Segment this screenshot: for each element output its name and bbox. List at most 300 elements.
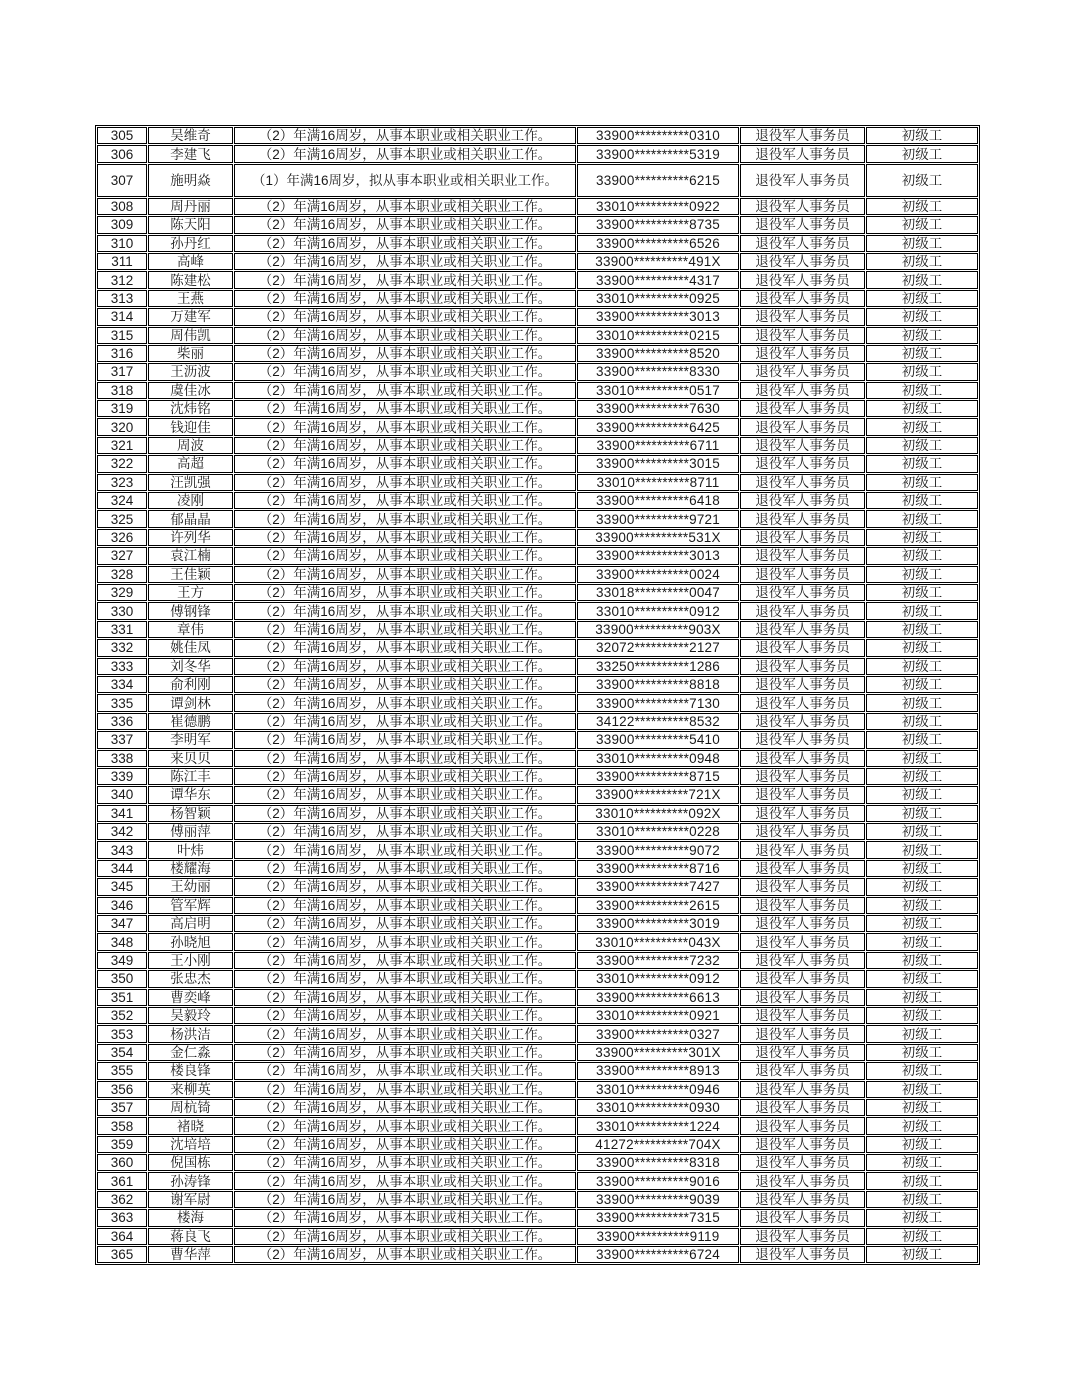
row-number-cell: 332 bbox=[97, 639, 147, 656]
row-number-cell: 326 bbox=[97, 529, 147, 546]
table-row bbox=[97, 602, 978, 619]
condition-cell: （2）年满16周岁，从事本职业或相关职业工作。 bbox=[234, 492, 576, 509]
condition-cell: （2）年满16周岁，从事本职业或相关职业工作。 bbox=[234, 547, 576, 564]
table-row bbox=[97, 1246, 978, 1263]
name-cell: 王沥波 bbox=[148, 363, 233, 380]
name-cell: 王方 bbox=[148, 584, 233, 601]
row-number-cell: 358 bbox=[97, 1117, 147, 1134]
id-number-cell: 33010**********0946 bbox=[577, 1081, 739, 1098]
row-number-cell: 350 bbox=[97, 970, 147, 987]
id-number-cell: 34122**********8532 bbox=[577, 713, 739, 730]
table-row bbox=[97, 1117, 978, 1134]
condition-cell: （2）年满16周岁，从事本职业或相关职业工作。 bbox=[234, 271, 576, 288]
condition-cell: （2）年满16周岁，从事本职业或相关职业工作。 bbox=[234, 805, 576, 822]
row-number-cell: 307 bbox=[97, 164, 147, 197]
level-cell: 初级工 bbox=[866, 658, 978, 675]
table-row bbox=[97, 1044, 978, 1061]
table-row bbox=[97, 786, 978, 803]
condition-cell: （2）年满16周岁，从事本职业或相关职业工作。 bbox=[234, 363, 576, 380]
id-number-cell: 33900**********7130 bbox=[577, 694, 739, 711]
condition-cell: （2）年满16周岁，从事本职业或相关职业工作。 bbox=[234, 750, 576, 767]
condition-cell: （2）年满16周岁，从事本职业或相关职业工作。 bbox=[234, 1228, 576, 1245]
condition-cell: （2）年满16周岁，从事本职业或相关职业工作。 bbox=[234, 145, 576, 162]
job-title-cell: 退役军人事务员 bbox=[740, 1154, 865, 1171]
id-number-cell: 33900**********6418 bbox=[577, 492, 739, 509]
job-title-cell: 退役军人事务员 bbox=[740, 327, 865, 344]
table-row bbox=[97, 198, 978, 215]
name-cell: 蒋良飞 bbox=[148, 1228, 233, 1245]
name-cell: 高启明 bbox=[148, 915, 233, 932]
condition-cell: （2）年满16周岁，从事本职业或相关职业工作。 bbox=[234, 290, 576, 307]
job-title-cell: 退役军人事务员 bbox=[740, 1228, 865, 1245]
condition-cell: （2）年满16周岁，从事本职业或相关职业工作。 bbox=[234, 786, 576, 803]
condition-cell: （2）年满16周岁，从事本职业或相关职业工作。 bbox=[234, 327, 576, 344]
level-cell: 初级工 bbox=[866, 547, 978, 564]
table-row bbox=[97, 1136, 978, 1153]
level-cell: 初级工 bbox=[866, 621, 978, 638]
name-cell: 柴丽 bbox=[148, 345, 233, 362]
name-cell: 王小刚 bbox=[148, 952, 233, 969]
job-title-cell: 退役军人事务员 bbox=[740, 290, 865, 307]
name-cell: 高峰 bbox=[148, 253, 233, 270]
condition-cell: （2）年满16周岁，从事本职业或相关职业工作。 bbox=[234, 1099, 576, 1116]
name-cell: 姚佳凤 bbox=[148, 639, 233, 656]
name-cell: 陈江丰 bbox=[148, 768, 233, 785]
id-number-cell: 33900**********5410 bbox=[577, 731, 739, 748]
level-cell: 初级工 bbox=[866, 400, 978, 417]
job-title-cell: 退役军人事务员 bbox=[740, 915, 865, 932]
id-number-cell: 33900**********7232 bbox=[577, 952, 739, 969]
row-number-cell: 316 bbox=[97, 345, 147, 362]
table-row bbox=[97, 418, 978, 435]
name-cell: 凌刚 bbox=[148, 492, 233, 509]
job-title-cell: 退役军人事务员 bbox=[740, 253, 865, 270]
job-title-cell: 退役军人事务员 bbox=[740, 474, 865, 491]
level-cell: 初级工 bbox=[866, 474, 978, 491]
name-cell: 袁江楠 bbox=[148, 547, 233, 564]
job-title-cell: 退役军人事务员 bbox=[740, 1025, 865, 1042]
condition-cell: （1）年满16周岁，拟从事本职业或相关职业工作。 bbox=[234, 164, 576, 197]
name-cell: 施明焱 bbox=[148, 164, 233, 197]
level-cell: 初级工 bbox=[866, 750, 978, 767]
row-number-cell: 306 bbox=[97, 145, 147, 162]
level-cell: 初级工 bbox=[866, 1062, 978, 1079]
job-title-cell: 退役军人事务员 bbox=[740, 823, 865, 840]
name-cell: 褚晓 bbox=[148, 1117, 233, 1134]
job-title-cell: 退役军人事务员 bbox=[740, 805, 865, 822]
row-number-cell: 345 bbox=[97, 878, 147, 895]
level-cell: 初级工 bbox=[866, 253, 978, 270]
level-cell: 初级工 bbox=[866, 878, 978, 895]
name-cell: 傅钢锋 bbox=[148, 602, 233, 619]
row-number-cell: 354 bbox=[97, 1044, 147, 1061]
name-cell: 曹华萍 bbox=[148, 1246, 233, 1263]
name-cell: 来贝贝 bbox=[148, 750, 233, 767]
name-cell: 金仁淼 bbox=[148, 1044, 233, 1061]
row-number-cell: 344 bbox=[97, 860, 147, 877]
row-number-cell: 333 bbox=[97, 658, 147, 675]
row-number-cell: 357 bbox=[97, 1099, 147, 1116]
job-title-cell: 退役军人事务员 bbox=[740, 952, 865, 969]
job-title-cell: 退役军人事务员 bbox=[740, 437, 865, 454]
job-title-cell: 退役军人事务员 bbox=[740, 198, 865, 215]
condition-cell: （2）年满16周岁，从事本职业或相关职业工作。 bbox=[234, 915, 576, 932]
row-number-cell: 338 bbox=[97, 750, 147, 767]
row-number-cell: 321 bbox=[97, 437, 147, 454]
name-cell: 杨洪洁 bbox=[148, 1025, 233, 1042]
row-number-cell: 324 bbox=[97, 492, 147, 509]
name-cell: 孙丹红 bbox=[148, 235, 233, 252]
id-number-cell: 33900**********9039 bbox=[577, 1191, 739, 1208]
table-row bbox=[97, 437, 978, 454]
table-row bbox=[97, 1154, 978, 1171]
condition-cell: （2）年满16周岁，从事本职业或相关职业工作。 bbox=[234, 474, 576, 491]
condition-cell: （2）年满16周岁，从事本职业或相关职业工作。 bbox=[234, 676, 576, 693]
level-cell: 初级工 bbox=[866, 639, 978, 656]
table-row bbox=[97, 216, 978, 233]
job-title-cell: 退役军人事务员 bbox=[740, 1044, 865, 1061]
job-title-cell: 退役军人事务员 bbox=[740, 639, 865, 656]
table-row bbox=[97, 639, 978, 656]
job-title-cell: 退役军人事务员 bbox=[740, 713, 865, 730]
condition-cell: （2）年满16周岁，从事本职业或相关职业工作。 bbox=[234, 418, 576, 435]
job-title-cell: 退役军人事务员 bbox=[740, 1209, 865, 1226]
job-title-cell: 退役军人事务员 bbox=[740, 841, 865, 858]
id-number-cell: 33250**********1286 bbox=[577, 658, 739, 675]
name-cell: 汪凯强 bbox=[148, 474, 233, 491]
level-cell: 初级工 bbox=[866, 145, 978, 162]
table-row bbox=[97, 400, 978, 417]
table-row bbox=[97, 1062, 978, 1079]
id-number-cell: 33900**********3019 bbox=[577, 915, 739, 932]
name-cell: 沈炜铭 bbox=[148, 400, 233, 417]
id-number-cell: 33900**********7630 bbox=[577, 400, 739, 417]
condition-cell: （2）年满16周岁，从事本职业或相关职业工作。 bbox=[234, 713, 576, 730]
id-number-cell: 33900**********6215 bbox=[577, 164, 739, 197]
name-cell: 楼海 bbox=[148, 1209, 233, 1226]
row-number-cell: 337 bbox=[97, 731, 147, 748]
id-number-cell: 33900**********3013 bbox=[577, 308, 739, 325]
id-number-cell: 33900**********4317 bbox=[577, 271, 739, 288]
condition-cell: （2）年满16周岁，从事本职业或相关职业工作。 bbox=[234, 1136, 576, 1153]
id-number-cell: 33010**********043X bbox=[577, 933, 739, 950]
id-number-cell: 33900**********6724 bbox=[577, 1246, 739, 1263]
row-number-cell: 348 bbox=[97, 933, 147, 950]
table-row bbox=[97, 363, 978, 380]
table-row bbox=[97, 382, 978, 399]
row-number-cell: 339 bbox=[97, 768, 147, 785]
id-number-cell: 33900**********9016 bbox=[577, 1172, 739, 1189]
level-cell: 初级工 bbox=[866, 1172, 978, 1189]
level-cell: 初级工 bbox=[866, 1191, 978, 1208]
name-cell: 章伟 bbox=[148, 621, 233, 638]
row-number-cell: 308 bbox=[97, 198, 147, 215]
name-cell: 周波 bbox=[148, 437, 233, 454]
condition-cell: （2）年满16周岁，从事本职业或相关职业工作。 bbox=[234, 694, 576, 711]
id-number-cell: 33900**********8520 bbox=[577, 345, 739, 362]
name-cell: 叶炜 bbox=[148, 841, 233, 858]
row-number-cell: 312 bbox=[97, 271, 147, 288]
id-number-cell: 33900**********8715 bbox=[577, 768, 739, 785]
job-title-cell: 退役军人事务员 bbox=[740, 127, 865, 144]
table-row bbox=[97, 253, 978, 270]
table-row bbox=[97, 474, 978, 491]
name-cell: 李明军 bbox=[148, 731, 233, 748]
level-cell: 初级工 bbox=[866, 713, 978, 730]
condition-cell: （2）年满16周岁，从事本职业或相关职业工作。 bbox=[234, 216, 576, 233]
table-row bbox=[97, 455, 978, 472]
name-cell: 孙涛锋 bbox=[148, 1172, 233, 1189]
row-number-cell: 325 bbox=[97, 510, 147, 527]
level-cell: 初级工 bbox=[866, 198, 978, 215]
level-cell: 初级工 bbox=[866, 345, 978, 362]
table-row bbox=[97, 621, 978, 638]
table-row bbox=[97, 584, 978, 601]
name-cell: 许列华 bbox=[148, 529, 233, 546]
id-number-cell: 33900**********491X bbox=[577, 253, 739, 270]
table-row bbox=[97, 897, 978, 914]
row-number-cell: 335 bbox=[97, 694, 147, 711]
table-row bbox=[97, 989, 978, 1006]
id-number-cell: 33010**********0922 bbox=[577, 198, 739, 215]
level-cell: 初级工 bbox=[866, 805, 978, 822]
condition-cell: （2）年满16周岁，从事本职业或相关职业工作。 bbox=[234, 860, 576, 877]
condition-cell: （2）年满16周岁，从事本职业或相关职业工作。 bbox=[234, 345, 576, 362]
name-cell: 周丹丽 bbox=[148, 198, 233, 215]
job-title-cell: 退役军人事务员 bbox=[740, 970, 865, 987]
level-cell: 初级工 bbox=[866, 327, 978, 344]
name-cell: 王幼丽 bbox=[148, 878, 233, 895]
condition-cell: （2）年满16周岁，从事本职业或相关职业工作。 bbox=[234, 198, 576, 215]
job-title-cell: 退役军人事务员 bbox=[740, 235, 865, 252]
row-number-cell: 331 bbox=[97, 621, 147, 638]
table-row bbox=[97, 694, 978, 711]
id-number-cell: 33900**********9072 bbox=[577, 841, 739, 858]
name-cell: 楼良锋 bbox=[148, 1062, 233, 1079]
level-cell: 初级工 bbox=[866, 841, 978, 858]
condition-cell: （2）年满16周岁，从事本职业或相关职业工作。 bbox=[234, 1117, 576, 1134]
condition-cell: （2）年满16周岁，从事本职业或相关职业工作。 bbox=[234, 658, 576, 675]
table-row bbox=[97, 1099, 978, 1116]
id-number-cell: 33900**********7315 bbox=[577, 1209, 739, 1226]
job-title-cell: 退役军人事务员 bbox=[740, 989, 865, 1006]
table-row bbox=[97, 566, 978, 583]
row-number-cell: 340 bbox=[97, 786, 147, 803]
table-row bbox=[97, 1172, 978, 1189]
name-cell: 虞佳冰 bbox=[148, 382, 233, 399]
name-cell: 吴维奇 bbox=[148, 127, 233, 144]
row-number-cell: 359 bbox=[97, 1136, 147, 1153]
condition-cell: （2）年满16周岁，从事本职业或相关职业工作。 bbox=[234, 970, 576, 987]
job-title-cell: 退役军人事务员 bbox=[740, 878, 865, 895]
condition-cell: （2）年满16周岁，从事本职业或相关职业工作。 bbox=[234, 127, 576, 144]
job-title-cell: 退役军人事务员 bbox=[740, 547, 865, 564]
id-number-cell: 33900**********0024 bbox=[577, 566, 739, 583]
level-cell: 初级工 bbox=[866, 455, 978, 472]
level-cell: 初级工 bbox=[866, 602, 978, 619]
job-title-cell: 退役军人事务员 bbox=[740, 621, 865, 638]
table-row bbox=[97, 823, 978, 840]
table-row bbox=[97, 860, 978, 877]
id-number-cell: 33900**********9721 bbox=[577, 510, 739, 527]
table-row bbox=[97, 529, 978, 546]
level-cell: 初级工 bbox=[866, 676, 978, 693]
level-cell: 初级工 bbox=[866, 418, 978, 435]
job-title-cell: 退役军人事务员 bbox=[740, 1062, 865, 1079]
id-number-cell: 33010**********092X bbox=[577, 805, 739, 822]
job-title-cell: 退役军人事务员 bbox=[740, 897, 865, 914]
row-number-cell: 356 bbox=[97, 1081, 147, 1098]
row-number-cell: 336 bbox=[97, 713, 147, 730]
job-title-cell: 退役军人事务员 bbox=[740, 750, 865, 767]
condition-cell: （2）年满16周岁，从事本职业或相关职业工作。 bbox=[234, 584, 576, 601]
level-cell: 初级工 bbox=[866, 271, 978, 288]
level-cell: 初级工 bbox=[866, 510, 978, 527]
table-row bbox=[97, 327, 978, 344]
row-number-cell: 334 bbox=[97, 676, 147, 693]
job-title-cell: 退役军人事务员 bbox=[740, 860, 865, 877]
condition-cell: （2）年满16周岁，从事本职业或相关职业工作。 bbox=[234, 1154, 576, 1171]
name-cell: 谢军尉 bbox=[148, 1191, 233, 1208]
name-cell: 周杭锜 bbox=[148, 1099, 233, 1116]
row-number-cell: 323 bbox=[97, 474, 147, 491]
name-cell: 沈培培 bbox=[148, 1136, 233, 1153]
row-number-cell: 309 bbox=[97, 216, 147, 233]
level-cell: 初级工 bbox=[866, 933, 978, 950]
row-number-cell: 360 bbox=[97, 1154, 147, 1171]
job-title-cell: 退役军人事务员 bbox=[740, 1246, 865, 1263]
level-cell: 初级工 bbox=[866, 1246, 978, 1263]
table-row bbox=[97, 915, 978, 932]
row-number-cell: 319 bbox=[97, 400, 147, 417]
condition-cell: （2）年满16周岁，从事本职业或相关职业工作。 bbox=[234, 897, 576, 914]
row-number-cell: 313 bbox=[97, 290, 147, 307]
row-number-cell: 347 bbox=[97, 915, 147, 932]
table-row bbox=[97, 127, 978, 144]
job-title-cell: 退役军人事务员 bbox=[740, 308, 865, 325]
name-cell: 来柳英 bbox=[148, 1081, 233, 1098]
name-cell: 郁晶晶 bbox=[148, 510, 233, 527]
id-number-cell: 33900**********8913 bbox=[577, 1062, 739, 1079]
id-number-cell: 33900**********6613 bbox=[577, 989, 739, 1006]
job-title-cell: 退役军人事务员 bbox=[740, 1081, 865, 1098]
name-cell: 陈天阳 bbox=[148, 216, 233, 233]
job-title-cell: 退役军人事务员 bbox=[740, 786, 865, 803]
condition-cell: （2）年满16周岁，从事本职业或相关职业工作。 bbox=[234, 400, 576, 417]
id-number-cell: 33010**********0925 bbox=[577, 290, 739, 307]
row-number-cell: 342 bbox=[97, 823, 147, 840]
condition-cell: （2）年满16周岁，从事本职业或相关职业工作。 bbox=[234, 235, 576, 252]
condition-cell: （2）年满16周岁，从事本职业或相关职业工作。 bbox=[234, 1081, 576, 1098]
job-title-cell: 退役军人事务员 bbox=[740, 164, 865, 197]
id-number-cell: 33018**********0047 bbox=[577, 584, 739, 601]
name-cell: 刘冬华 bbox=[148, 658, 233, 675]
name-cell: 孙晓旭 bbox=[148, 933, 233, 950]
name-cell: 王燕 bbox=[148, 290, 233, 307]
name-cell: 李建飞 bbox=[148, 145, 233, 162]
level-cell: 初级工 bbox=[866, 1136, 978, 1153]
name-cell: 周伟凯 bbox=[148, 327, 233, 344]
id-number-cell: 33900**********8818 bbox=[577, 676, 739, 693]
row-number-cell: 349 bbox=[97, 952, 147, 969]
row-number-cell: 353 bbox=[97, 1025, 147, 1042]
id-number-cell: 33900**********8735 bbox=[577, 216, 739, 233]
id-number-cell: 33010**********1224 bbox=[577, 1117, 739, 1134]
row-number-cell: 364 bbox=[97, 1228, 147, 1245]
job-title-cell: 退役军人事务员 bbox=[740, 694, 865, 711]
table-row bbox=[97, 547, 978, 564]
condition-cell: （2）年满16周岁，从事本职业或相关职业工作。 bbox=[234, 621, 576, 638]
row-number-cell: 322 bbox=[97, 455, 147, 472]
name-cell: 傅丽萍 bbox=[148, 823, 233, 840]
id-number-cell: 33900**********6425 bbox=[577, 418, 739, 435]
table-row bbox=[97, 1025, 978, 1042]
name-cell: 万建军 bbox=[148, 308, 233, 325]
condition-cell: （2）年满16周岁，从事本职业或相关职业工作。 bbox=[234, 639, 576, 656]
level-cell: 初级工 bbox=[866, 786, 978, 803]
condition-cell: （2）年满16周岁，从事本职业或相关职业工作。 bbox=[234, 1007, 576, 1024]
job-title-cell: 退役军人事务员 bbox=[740, 382, 865, 399]
id-number-cell: 33900**********5319 bbox=[577, 145, 739, 162]
table-row bbox=[97, 290, 978, 307]
name-cell: 高超 bbox=[148, 455, 233, 472]
id-number-cell: 33900**********6711 bbox=[577, 437, 739, 454]
row-number-cell: 311 bbox=[97, 253, 147, 270]
id-number-cell: 33900**********0310 bbox=[577, 127, 739, 144]
condition-cell: （2）年满16周岁，从事本职业或相关职业工作。 bbox=[234, 253, 576, 270]
row-number-cell: 305 bbox=[97, 127, 147, 144]
table-row bbox=[97, 676, 978, 693]
level-cell: 初级工 bbox=[866, 915, 978, 932]
job-title-cell: 退役军人事务员 bbox=[740, 933, 865, 950]
row-number-cell: 328 bbox=[97, 566, 147, 583]
table-row bbox=[97, 750, 978, 767]
id-number-cell: 33010**********8711 bbox=[577, 474, 739, 491]
name-cell: 谭剑林 bbox=[148, 694, 233, 711]
row-number-cell: 343 bbox=[97, 841, 147, 858]
id-number-cell: 33010**********0921 bbox=[577, 1007, 739, 1024]
name-cell: 吴毅玲 bbox=[148, 1007, 233, 1024]
row-number-cell: 361 bbox=[97, 1172, 147, 1189]
job-title-cell: 退役军人事务员 bbox=[740, 345, 865, 362]
condition-cell: （2）年满16周岁，从事本职业或相关职业工作。 bbox=[234, 841, 576, 858]
row-number-cell: 346 bbox=[97, 897, 147, 914]
name-cell: 陈建松 bbox=[148, 271, 233, 288]
table-row bbox=[97, 933, 978, 950]
id-number-cell: 33900**********6526 bbox=[577, 235, 739, 252]
id-number-cell: 33010**********0215 bbox=[577, 327, 739, 344]
row-number-cell: 318 bbox=[97, 382, 147, 399]
id-number-cell: 33900**********7427 bbox=[577, 878, 739, 895]
row-number-cell: 310 bbox=[97, 235, 147, 252]
name-cell: 管军辉 bbox=[148, 897, 233, 914]
table-row bbox=[97, 235, 978, 252]
roster-table-body bbox=[97, 127, 978, 1263]
level-cell: 初级工 bbox=[866, 584, 978, 601]
condition-cell: （2）年满16周岁，从事本职业或相关职业工作。 bbox=[234, 529, 576, 546]
condition-cell: （2）年满16周岁，从事本职业或相关职业工作。 bbox=[234, 933, 576, 950]
row-number-cell: 329 bbox=[97, 584, 147, 601]
id-number-cell: 33900**********8716 bbox=[577, 860, 739, 877]
table-row bbox=[97, 768, 978, 785]
id-number-cell: 33900**********3013 bbox=[577, 547, 739, 564]
level-cell: 初级工 bbox=[866, 1154, 978, 1171]
level-cell: 初级工 bbox=[866, 127, 978, 144]
table-row bbox=[97, 658, 978, 675]
job-title-cell: 退役军人事务员 bbox=[740, 363, 865, 380]
job-title-cell: 退役军人事务员 bbox=[740, 1191, 865, 1208]
level-cell: 初级工 bbox=[866, 492, 978, 509]
